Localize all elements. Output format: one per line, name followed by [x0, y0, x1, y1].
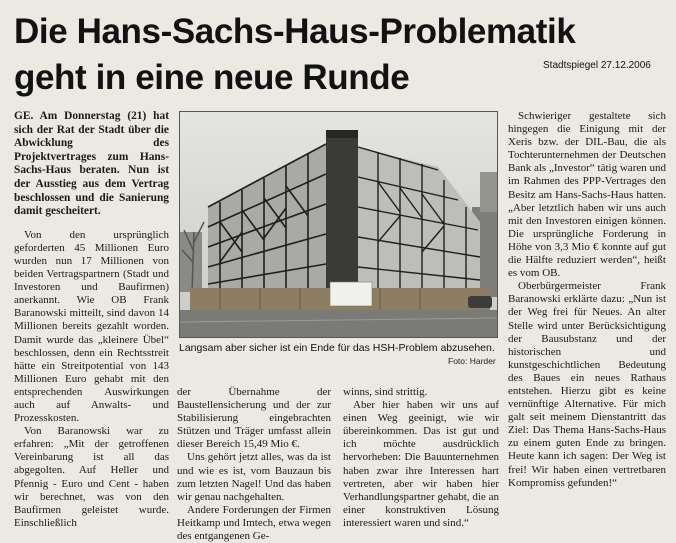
body-paragraph: Oberbürgermeister Frank Baranowski erklärte dazu: „Nun ist der Weg frei für Neues. An alter Stelle wird unter Berücksichtigung der Bausubstanz und der historischen und kunstgeschichtlichen Bedeutung des Baues ein neues Rathaus entstehen. Hierzu gibt es keine vernünftige Alternative. Für mich galt seit meinem Dienstantritt das Ziel: Das Thema Hans-Sachs-Haus zu einem guten Ende zu bringen. Heute kann ich sagen: Der Weg ist frei! Wir haben einen vertretbaren Kompromiss gefunden!“	[508, 280, 666, 489]
body-paragraph: Von den ursprünglich geforderten 45 Millionen Euro wurden nun 17 Millionen von beiden Vertragspartnern (Stadt und Investoren und Baufirmen) anerkannt. Wie OB Frank Baranowski mitteilt, sind davon 14 Millionen bereits gezahlt worden. Damit wurde das „kleinere Übel“ beschlossen, denn ein Rechtsstreit hätte ein Streitpotential von 143 Millionen Euro gehabt mit den entsprechenden Auswirkungen auch auf Anwalts- und Prozesskosten.	[14, 228, 169, 425]
scaffolded-building-image	[180, 112, 497, 337]
body-paragraph: Andere Forderungen der Firmen Heitkamp und Imtech, etwa wegen des entgangenen Ge-	[177, 503, 331, 543]
article-column-4	[508, 110, 666, 540]
photo-caption: Langsam aber sicher ist ein Ende für das HSH-Problem abzusehen.	[179, 342, 495, 354]
body-paragraph: Uns gehört jetzt alles, was da ist und wie es ist, vom Bauzaun bis zum letzten Nagel! Und das haben wir genau nachgehalten.	[177, 451, 331, 503]
lead-paragraph: GE. Am Donnerstag (21) hat sich der Rat der Stadt über die Abwicklung des Projektvertrages zum Hans-Sachs-Haus beraten. Nun ist der Ausstieg aus dem Vertrag beschlossen und die Sanierung damit gescheitert.	[14, 110, 169, 218]
body-paragraph: Von Baranowski war zu erfahren: „Mit der getroffenen Vereinbarung ist all das abgegolten. Auf Heller und Pfennig - Euro und Cent - haben wir berechnet, was von den Baufirmen geleistet wurde. Einschließlich	[14, 425, 169, 529]
article-column-1	[14, 110, 169, 540]
body-paragraph: der Übernahme der Baustellensicherung und der zur Stabilisierung eingebrachten Stützen und Träger umfasst allein dieser Bereich 15,49 Mio €.	[177, 386, 331, 451]
headline-line-1: Die Hans-Sachs-Haus-Problematik	[14, 12, 576, 51]
source-date: Stadtspiegel 27.12.2006	[543, 60, 651, 71]
article-column-3	[343, 386, 499, 543]
body-paragraph: Schwieriger gestaltete sich hingegen die Einigung mit der Xeris bzw. der DIL-Bau, die als Tochterunternehmen der Deutschen Bank als „Investor“ tätig waren und im Rahmen des PPP-Vertrages den Besitz am Hans-Sachs-Haus hatten. „Aber letztlich haben wir uns auch mit den Investoren einigen können. Die ursprüngliche Forderung in Höhe von 3,3 Mio € konnte auf gut die Hälfte reduziert werden“, heißt es vom OB.	[508, 110, 666, 280]
photo-credit: Foto: Harder	[448, 356, 496, 366]
article-column-2	[177, 386, 331, 543]
body-paragraph: Aber hier haben wir uns auf einen Weg geeinigt, wie wir übereinkommen. Das ist gut und ich möchte ausdrücklich hervorheben: Die Bauunternehmen haben zwar ihre Interessen hart vertreten, aber wir haben hier Verhandlungspartner gehabt, die an einer konstruktiven Lösung interessiert waren und sind.“	[343, 399, 499, 529]
body-paragraph: winns, sind strittig.	[343, 386, 428, 398]
building-photo	[179, 111, 498, 338]
headline-line-2: geht in eine neue Runde	[14, 58, 410, 97]
